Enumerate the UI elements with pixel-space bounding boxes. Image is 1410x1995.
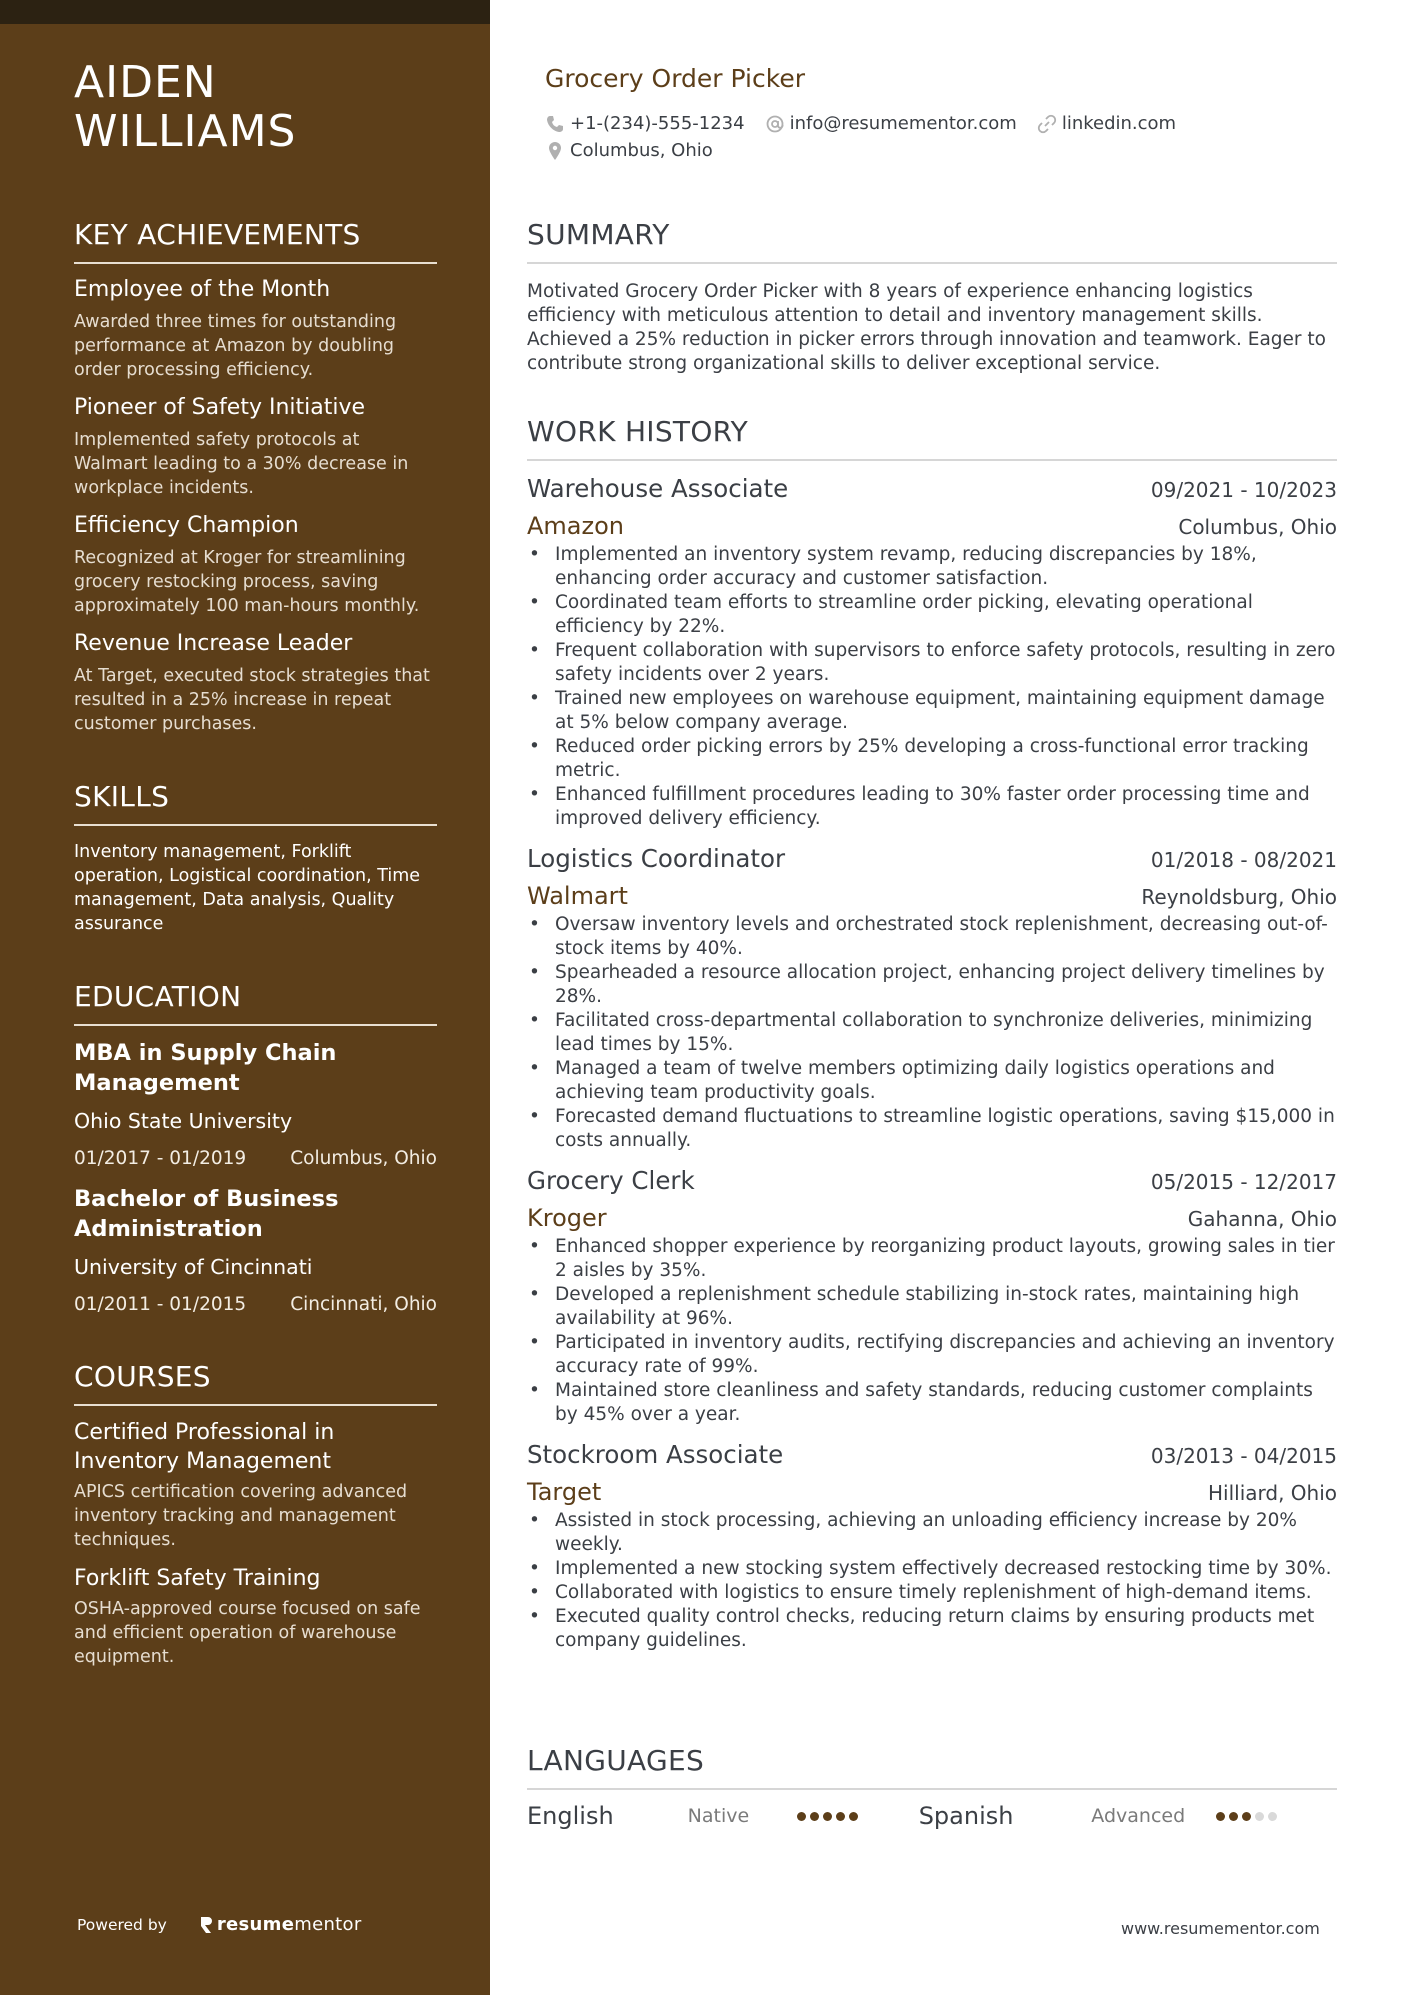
job-bullet: • Maintained store cleanliness and safety standards, reducing customer complaints by 45% over a year. [527, 1379, 1337, 1427]
sidebar-top-bar [0, 0, 490, 24]
job-company: Target [527, 1478, 602, 1506]
job-subheader [527, 1203, 1337, 1233]
location-pin-icon [545, 141, 565, 161]
powered-by-label: Powered by [77, 1915, 167, 1934]
rating-dot-filled [849, 1812, 858, 1821]
rating-dot-filled [1216, 1812, 1225, 1821]
job-bullet: • Collaborated with logistics to ensure timely replenishment of high-demand items. [527, 1581, 1337, 1605]
rating-dot-filled [823, 1812, 832, 1821]
course-title: Forklift Safety Training [74, 1566, 321, 1591]
language-rating [1198, 1812, 1337, 1821]
job-bullet: • Participated in inventory audits, rectifying discrepancies and achieving an inventory accuracy rate of 99%. [527, 1331, 1337, 1379]
language-level: Advanced [1091, 1805, 1186, 1827]
email-text: info@resumementor.com [789, 113, 1017, 134]
work-history-section [527, 415, 1337, 1653]
summary-section [527, 218, 1337, 376]
job-bullets [527, 913, 1337, 1153]
job-entry [527, 473, 1337, 831]
job-header [527, 1439, 1337, 1471]
job-bullet: • Reduced order picking errors by 25% developing a cross-functional error tracking metric. [527, 735, 1337, 783]
job-location: Reynoldsburg, Ohio [1141, 885, 1337, 909]
job-header [527, 1165, 1337, 1197]
contact-email[interactable] [765, 113, 1017, 134]
job-subheader [527, 511, 1337, 541]
at-icon [765, 114, 785, 134]
job-location: Gahanna, Ohio [1187, 1207, 1337, 1231]
achievement-desc: Awarded three times for outstanding performance at Amazon by doubling order processing efficiency. [74, 312, 397, 380]
rating-dot-filled [810, 1812, 819, 1821]
job-bullet: • Frequent collaboration with supervisors to enforce safety protocols, resulting in zero safety incidents over 2 years. [527, 639, 1337, 687]
languages-row [527, 1802, 1337, 1830]
job-bullet: • Executed quality control checks, reducing return claims by ensuring products met company guidelines. [527, 1605, 1337, 1653]
last-name: WILLIAMS [74, 106, 297, 157]
job-header [527, 843, 1337, 875]
job-bullet: • Trained new employees on warehouse equipment, maintaining equipment damage at 5% below company average. [527, 687, 1337, 735]
achievement-desc: At Target, executed stock strategies that resulted in a 25% increase in repeat customer purchases. [74, 666, 430, 734]
job-bullets [527, 543, 1337, 831]
education-school: Ohio State University [74, 1109, 293, 1133]
job-entry [527, 1165, 1337, 1427]
job-company: Walmart [527, 882, 628, 910]
job-dates: 05/2015 - 12/2017 [1150, 1170, 1337, 1194]
job-subheader [527, 1477, 1337, 1507]
headline-job-title: Grocery Order Picker [545, 64, 805, 93]
language-level: Native [687, 1805, 750, 1827]
summary-text: Motivated Grocery Order Picker with 8 years of experience enhancing logistics efficiency with meticulous attention to detail and inventory management skills. Achieved a 25% reduction in picker errors through innovation and teamwork. Eager to contribute strong organizational skills to deliver exceptional service. [527, 281, 1326, 374]
achievement-item [74, 630, 437, 736]
education-meta [74, 1146, 437, 1172]
job-location: Columbus, Ohio [1178, 515, 1337, 539]
language-name: English [527, 1802, 614, 1830]
languages-heading: LANGUAGES [527, 1744, 1337, 1790]
education-degree: MBA in Supply Chain Management [74, 1040, 337, 1096]
phone-text: +1-(234)-555-1234 [570, 113, 745, 134]
rating-dot-filled [1242, 1812, 1251, 1821]
job-bullet: • Implemented an inventory system revamp, reducing discrepancies by 18%, enhancing order accuracy and customer satisfaction. [527, 543, 1337, 591]
job-bullet: • Assisted in stock processing, achieving an unloading efficiency increase by 20% weekly. [527, 1509, 1337, 1557]
logo-text-bold: resume [216, 1914, 295, 1935]
education-list [74, 1038, 437, 1318]
course-item [74, 1564, 437, 1669]
job-dates: 03/2013 - 04/2015 [1150, 1444, 1337, 1468]
education-location: Cincinnati, Ohio [290, 1294, 437, 1315]
achievements-heading: KEY ACHIEVEMENTS [74, 218, 437, 264]
job-company: Amazon [527, 512, 624, 540]
achievement-item [74, 512, 437, 618]
job-location: Hilliard, Ohio [1207, 1481, 1337, 1505]
rating-dot-empty [1255, 1812, 1264, 1821]
first-name: AIDEN [74, 57, 217, 108]
job-bullets [527, 1509, 1337, 1653]
education-dates: 01/2017 - 01/2019 [74, 1148, 247, 1169]
education-location: Columbus, Ohio [290, 1148, 437, 1169]
education-item [74, 1184, 437, 1318]
achievement-title: Efficiency Champion [74, 513, 299, 538]
course-desc: APICS certification covering advanced inventory tracking and management techniques. [74, 1482, 408, 1550]
education-dates: 01/2011 - 01/2015 [74, 1294, 247, 1315]
job-entry [527, 1439, 1337, 1653]
summary-heading: SUMMARY [527, 218, 1337, 264]
job-dates: 01/2018 - 08/2021 [1150, 848, 1337, 872]
phone-icon [545, 114, 565, 134]
education-meta [74, 1292, 437, 1318]
job-bullet: • Coordinated team efforts to streamline order picking, elevating operational efficiency by 22%. [527, 591, 1337, 639]
achievement-title: Revenue Increase Leader [74, 631, 353, 656]
achievement-desc: Implemented safety protocols at Walmart leading to a 30% decrease in workplace incidents. [74, 430, 409, 498]
job-bullet: • Managed a team of twelve members optimizing daily logistics operations and achieving team productivity goals. [527, 1057, 1337, 1105]
rating-dot-filled [836, 1812, 845, 1821]
job-header [527, 473, 1337, 505]
course-desc: OSHA-approved course focused on safe and efficient operation of warehouse equipment. [74, 1599, 421, 1667]
courses-list [74, 1418, 437, 1669]
skills-heading: SKILLS [74, 780, 437, 826]
languages-section [527, 1744, 1337, 1830]
job-bullet: • Forecasted demand fluctuations to streamline logistic operations, saving $15,000 in costs annually. [527, 1105, 1337, 1153]
job-company: Kroger [527, 1204, 607, 1232]
language-rating [779, 1812, 918, 1821]
job-bullet: • Implemented a new stocking system effectively decreased restocking time by 30%. [527, 1557, 1337, 1581]
job-bullet: • Oversaw inventory levels and orchestrated stock replenishment, decreasing out-of-stock items by 40%. [527, 913, 1337, 961]
rating-dot-filled [1229, 1812, 1238, 1821]
work-history-heading: WORK HISTORY [527, 415, 1337, 461]
location-text: Columbus, Ohio [570, 140, 713, 161]
footer-url[interactable]: www.resumementor.com [1121, 1919, 1320, 1938]
contact-phone[interactable] [545, 113, 745, 134]
contact-linkedin[interactable] [1037, 113, 1176, 134]
job-role: Grocery Clerk [527, 1166, 695, 1195]
job-role: Stockroom Associate [527, 1440, 784, 1469]
job-bullet: • Spearheaded a resource allocation project, enhancing project delivery timelines by 28%. [527, 961, 1337, 1009]
contact-location-row [545, 140, 733, 161]
job-entry [527, 843, 1337, 1153]
powered-by [77, 1914, 362, 1935]
contact-location [545, 140, 713, 161]
contact-row [545, 113, 1196, 134]
education-heading: EDUCATION [74, 980, 437, 1026]
link-icon [1037, 114, 1057, 134]
resumementor-logo[interactable] [199, 1914, 362, 1935]
course-title: Certified Professional in Inventory Management [74, 1420, 335, 1474]
achievements-list [74, 276, 437, 736]
job-subheader [527, 881, 1337, 911]
achievement-desc: Recognized at Kroger for streamlining grocery restocking process, saving approximately 100 man-hours monthly. [74, 548, 420, 616]
linkedin-text: linkedin.com [1061, 113, 1177, 134]
job-role: Logistics Coordinator [527, 844, 786, 873]
achievement-title: Employee of the Month [74, 277, 331, 302]
job-bullet: • Developed a replenishment schedule stabilizing in-stock rates, maintaining high availability at 96%. [527, 1283, 1337, 1331]
skills-text: Inventory management, Forklift operation, Logistical coordination, Time management, Data analysis, Quality assurance [74, 842, 421, 934]
achievement-item [74, 394, 437, 500]
job-role: Warehouse Associate [527, 474, 789, 503]
logo-text-light: mentor [294, 1914, 362, 1935]
education-degree: Bachelor of Business Administration [74, 1186, 339, 1242]
sidebar-content [74, 58, 437, 1669]
achievement-title: Pioneer of Safety Initiative [74, 395, 366, 420]
education-item [74, 1038, 437, 1172]
job-dates: 09/2021 - 10/2023 [1150, 478, 1337, 502]
rating-dot-empty [1268, 1812, 1277, 1821]
job-bullet: • Enhanced shopper experience by reorganizing product layouts, growing sales in tier 2 aisles by 35%. [527, 1235, 1337, 1283]
job-bullet: • Enhanced fulfillment procedures leading to 30% faster order processing time and improved delivery efficiency. [527, 783, 1337, 831]
candidate-name [74, 58, 437, 156]
job-bullet: • Facilitated cross-departmental collaboration to synchronize deliveries, minimizing lead times by 15%. [527, 1009, 1337, 1057]
language-name: Spanish [918, 1802, 1014, 1830]
resumementor-logo-icon [199, 1915, 213, 1935]
job-bullets [527, 1235, 1337, 1427]
rating-dot-filled [797, 1812, 806, 1821]
education-school: University of Cincinnati [74, 1255, 313, 1279]
course-item [74, 1418, 437, 1552]
courses-heading: COURSES [74, 1360, 437, 1406]
achievement-item [74, 276, 437, 382]
sidebar [0, 0, 490, 1995]
